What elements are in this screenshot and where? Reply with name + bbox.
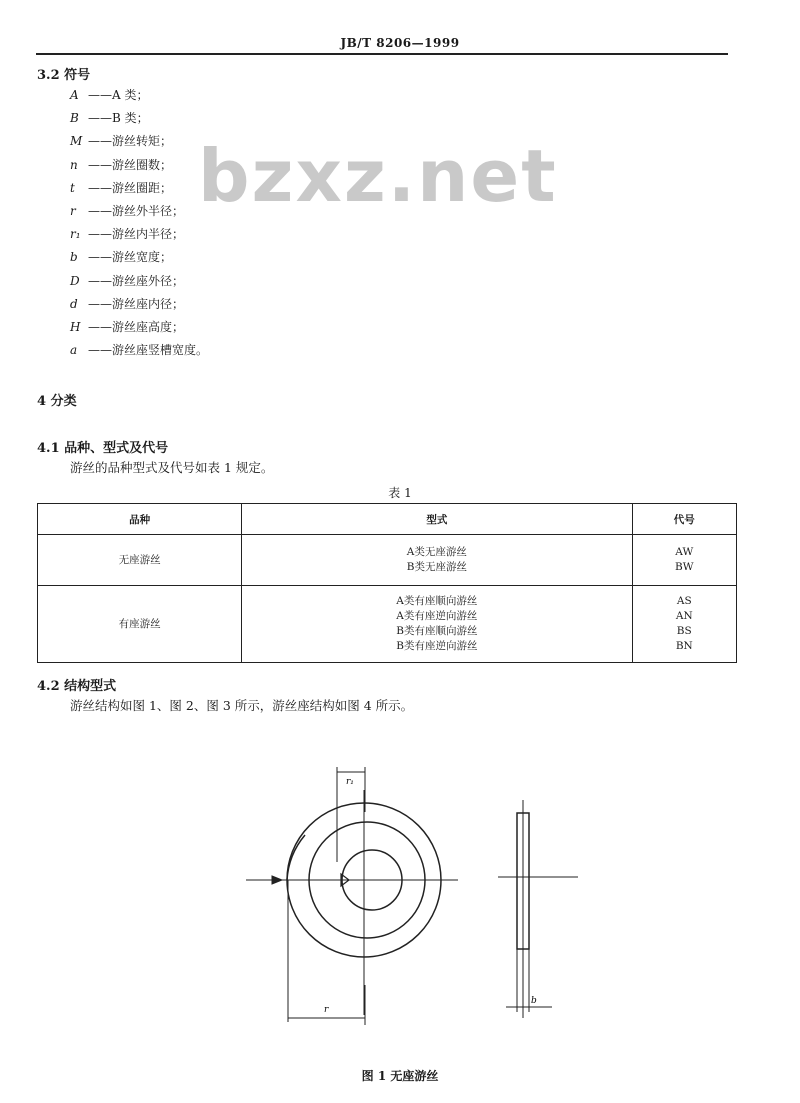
standard-number-header: JB/T 8206—1999 bbox=[340, 36, 460, 50]
section-4-1-text: 游丝的品种型式及代号如表 1 规定。 bbox=[70, 460, 274, 475]
table-caption: 表 1 bbox=[388, 486, 412, 500]
symbol-letter: D bbox=[70, 273, 80, 288]
symbol-description: ——游丝座竖槽宽度。 bbox=[88, 343, 209, 358]
symbol-description: ——游丝转矩； bbox=[88, 134, 173, 149]
table-header-cell: 品种 bbox=[38, 504, 242, 535]
symbol-description: ——游丝圈距； bbox=[88, 180, 173, 195]
table-header-cell: 型式 bbox=[242, 504, 632, 535]
code-item: BN bbox=[675, 640, 693, 652]
section-4-2-title: 4.2 结构型式 bbox=[37, 679, 117, 694]
label-b: b bbox=[531, 996, 537, 1006]
label-r: r bbox=[324, 1005, 329, 1015]
code-item: AW bbox=[675, 546, 694, 558]
watermark: bzxz.net bbox=[198, 134, 558, 218]
variety-cell: 无座游丝 bbox=[38, 535, 242, 586]
code-item: AS bbox=[676, 595, 692, 607]
symbol-description: ——游丝圈数； bbox=[88, 157, 173, 172]
symbol-letter: M bbox=[70, 134, 83, 149]
symbol-letter: a bbox=[70, 343, 78, 358]
figure-1-caption: 图 1 无座游丝 bbox=[361, 1069, 439, 1083]
symbol-letter: d bbox=[70, 296, 78, 311]
section-4-title: 4 分类 bbox=[37, 394, 77, 409]
section-3-2-title: 3.2 符号 bbox=[37, 68, 91, 83]
symbol-description: ——A 类； bbox=[88, 88, 149, 102]
type-item: A类有座顺向游丝 bbox=[396, 595, 478, 607]
symbol-description: ——游丝座高度； bbox=[88, 320, 185, 334]
variety-cell: 有座游丝 bbox=[38, 586, 242, 663]
label-r1: r₁ bbox=[346, 777, 354, 787]
symbol-letter: r₁ bbox=[70, 227, 81, 242]
symbol-letter: A bbox=[70, 88, 79, 102]
type-item: B类有座顺向游丝 bbox=[396, 625, 478, 637]
code-item: BS bbox=[676, 625, 692, 637]
code-item: AN bbox=[675, 610, 693, 622]
code-item: BW bbox=[675, 561, 694, 573]
symbol-description: ——游丝外半径； bbox=[88, 204, 185, 218]
symbol-letter: r bbox=[70, 204, 76, 218]
symbol-description: ——游丝座外径； bbox=[88, 273, 185, 288]
symbol-description: ——B 类； bbox=[88, 111, 149, 126]
symbol-letter: n bbox=[70, 157, 78, 172]
symbol-letter: B bbox=[70, 111, 79, 126]
type-item: B类有座逆向游丝 bbox=[396, 640, 478, 652]
symbol-letter: t bbox=[70, 180, 75, 195]
symbol-description: ——游丝座内径； bbox=[88, 296, 185, 311]
section-4-1-title: 4.1 品种、型式及代号 bbox=[37, 441, 169, 456]
type-item: A类无座游丝 bbox=[406, 546, 467, 558]
arrow-icon bbox=[272, 876, 282, 884]
type-item: A类有座逆向游丝 bbox=[396, 610, 478, 622]
section-4-2-text: 游丝结构如图 1、图 2、图 3 所示，游丝座结构如图 4 所示。 bbox=[70, 698, 414, 713]
symbol-description: ——游丝宽度； bbox=[88, 250, 173, 265]
table-header-cell: 代号 bbox=[632, 504, 736, 535]
symbol-letter: H bbox=[70, 320, 81, 334]
symbol-letter: b bbox=[70, 250, 78, 265]
type-item: B类无座游丝 bbox=[406, 561, 467, 573]
symbol-description: ——游丝内半径； bbox=[88, 227, 185, 242]
